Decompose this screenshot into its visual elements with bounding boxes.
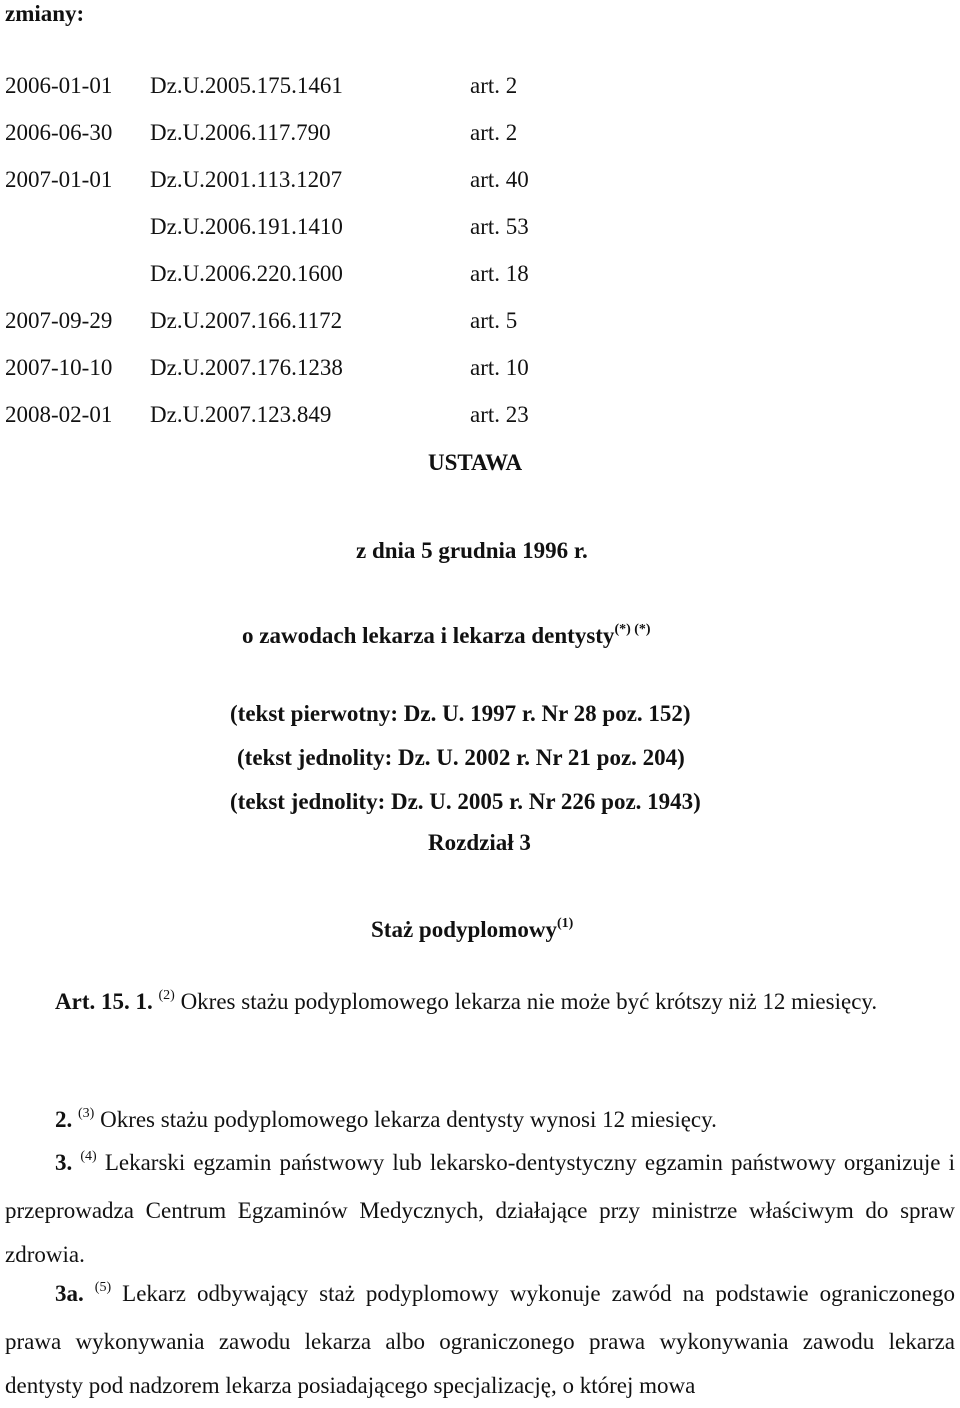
text-original: (tekst pierwotny: Dz. U. 1997 r. Nr 28 poz. 152) xyxy=(230,701,691,726)
act-type: USTAWA xyxy=(428,450,523,475)
change-ref: Dz.U.2001.113.1207 xyxy=(150,167,343,192)
change-art: art. 2 xyxy=(470,120,518,145)
change-ref: Dz.U.2007.176.1238 xyxy=(150,355,343,380)
change-art: art. 2 xyxy=(470,73,518,98)
change-date: 2008-02-01 xyxy=(5,402,113,427)
change-date: 2007-10-10 xyxy=(5,355,113,380)
chapter-number: Rozdział 3 xyxy=(428,830,531,855)
text-consolidated-2002: (tekst jednolity: Dz. U. 2002 r. Nr 21 poz. 204) xyxy=(237,745,685,770)
change-date: 2007-09-29 xyxy=(5,308,113,333)
par2-note: (3) xyxy=(78,1106,95,1121)
par3-note: (4) xyxy=(80,1149,97,1164)
par1-note: (2) xyxy=(158,988,175,1003)
act-subject xyxy=(242,624,651,647)
chapter-title xyxy=(371,918,573,941)
text-consolidated-2005: (tekst jednolity: Dz. U. 2005 r. Nr 226 poz. 1943) xyxy=(230,789,701,814)
par1-text: Okres stażu podyplomowego lekarza nie może być krótszy niż 12 miesięcy. xyxy=(180,989,878,1014)
change-ref: Dz.U.2006.220.1600 xyxy=(150,261,343,286)
art15-par3a xyxy=(5,1272,955,1408)
par2-text: Okres stażu podyplomowego lekarza dentysty wynosi 12 miesięcy. xyxy=(100,1107,717,1132)
change-ref: Dz.U.2006.117.790 xyxy=(150,120,331,145)
chapter-name: Staż podyplomowy xyxy=(371,917,557,942)
change-ref: Dz.U.2006.191.1410 xyxy=(150,214,343,239)
par3-text: Lekarski egzamin państwowy lub lekarsko-dentystyczny egzamin państwowy organizuje i przeprowadza Centrum Egzaminów Medycznych, działające przy ministrze właściwym do spraw zdrowia. xyxy=(5,1150,955,1267)
change-art: art. 40 xyxy=(470,167,529,192)
change-art: art. 18 xyxy=(470,261,529,286)
change-art: art. 23 xyxy=(470,402,529,427)
par3a-label: 3a. xyxy=(55,1281,84,1306)
change-date: 2006-01-01 xyxy=(5,73,113,98)
chapter-note: (1) xyxy=(556,916,574,931)
change-art: art. 53 xyxy=(470,214,529,239)
heading-changes: zmiany: xyxy=(5,1,85,26)
change-art: art. 10 xyxy=(470,355,529,380)
par2-label: 2. xyxy=(55,1107,73,1132)
act-subject-text: o zawodach lekarza i lekarza dentysty xyxy=(242,623,615,648)
change-ref: Dz.U.2007.123.849 xyxy=(150,402,332,427)
change-ref: Dz.U.2007.166.1172 xyxy=(150,308,343,333)
par3a-text: Lekarz odbywający staż podyplomowy wykonuje zawód na podstawie ograniczonego prawa wykonywania zawodu lekarza albo ograniczonego prawa wykonywania zawodu lekarza dentysty pod nadzorem lekarza posiadającego specjalizację, o której mowa xyxy=(5,1281,956,1398)
art15-par1 xyxy=(5,980,955,1028)
par3a-note: (5) xyxy=(94,1280,112,1295)
art15-label: Art. 15. 1. xyxy=(55,989,153,1014)
art15-par2 xyxy=(5,1098,955,1146)
change-date: 2006-06-30 xyxy=(5,120,113,145)
change-art: art. 5 xyxy=(470,308,518,333)
change-date: 2007-01-01 xyxy=(5,167,113,192)
art15-par3 xyxy=(5,1141,955,1277)
act-subject-notes: (*) (*) xyxy=(614,622,651,637)
par3-label: 3. xyxy=(55,1150,73,1175)
change-ref: Dz.U.2005.175.1461 xyxy=(150,73,343,98)
act-date: z dnia 5 grudnia 1996 r. xyxy=(356,538,588,563)
